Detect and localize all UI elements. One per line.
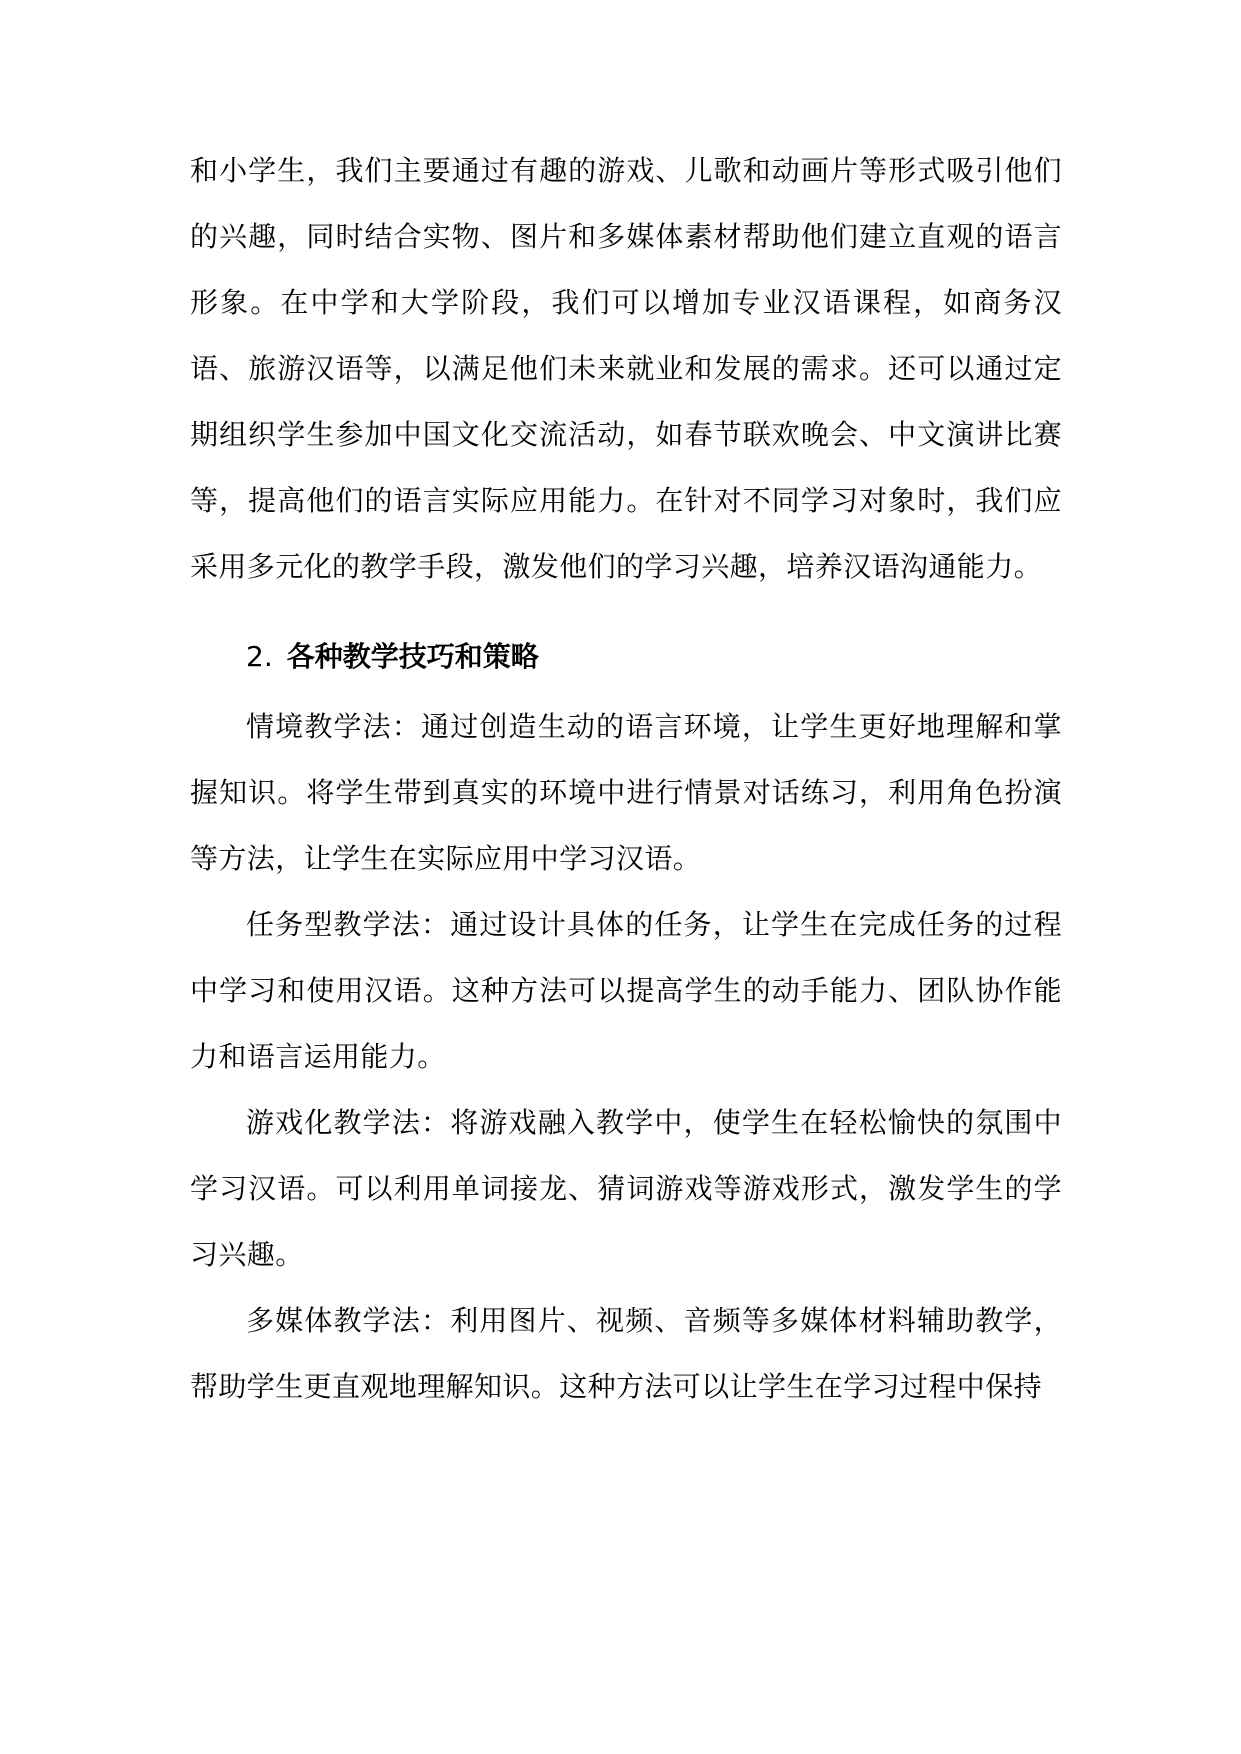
paragraph-task-based-teaching: 任务型教学法：通过设计具体的任务，让学生在完成任务的过程中学习和使用汉语。这种方法可以提高学生的动手能力、团队协作能力和语言运用能力。 — [190, 908, 1062, 1073]
spacer — [190, 600, 1062, 608]
document-body — [190, 138, 1062, 1420]
section-heading — [190, 624, 1062, 690]
section-title: 各种教学技巧和策略 — [286, 640, 539, 673]
paragraph-gamified-teaching: 游戏化教学法：将游戏融入教学中，使学生在轻松愉快的氛围中学习汉语。可以利用单词接龙、猜词游戏等游戏形式，激发学生的学习兴趣。 — [190, 1106, 1062, 1271]
section-number: 2. — [246, 640, 273, 673]
paragraph-situational-teaching: 情境教学法：通过创造生动的语言环境，让学生更好地理解和掌握知识。将学生带到真实的环境中进行情景对话练习，利用角色扮演等方法，让学生在实际应用中学习汉语。 — [190, 710, 1062, 875]
paragraph-continued: 和小学生，我们主要通过有趣的游戏、儿歌和动画片等形式吸引他们的兴趣，同时结合实物、图片和多媒体素材帮助他们建立直观的语言形象。在中学和大学阶段，我们可以增加专业汉语课程，如商务汉语、旅游汉语等，以满足他们未来就业和发展的需求。还可以通过定期组织学生参加中国文化交流活动，如春节联欢晚会、中文演讲比赛等，提高他们的语言实际应用能力。在针对不同学习对象时，我们应采用多元化的教学手段，激发他们的学习兴趣，培养汉语沟通能力。 — [190, 154, 1062, 583]
paragraph-multimedia-teaching: 多媒体教学法：利用图片、视频、音频等多媒体材料辅助教学，帮助学生更直观地理解知识。这种方法可以让学生在学习过程中保持 — [190, 1304, 1062, 1403]
